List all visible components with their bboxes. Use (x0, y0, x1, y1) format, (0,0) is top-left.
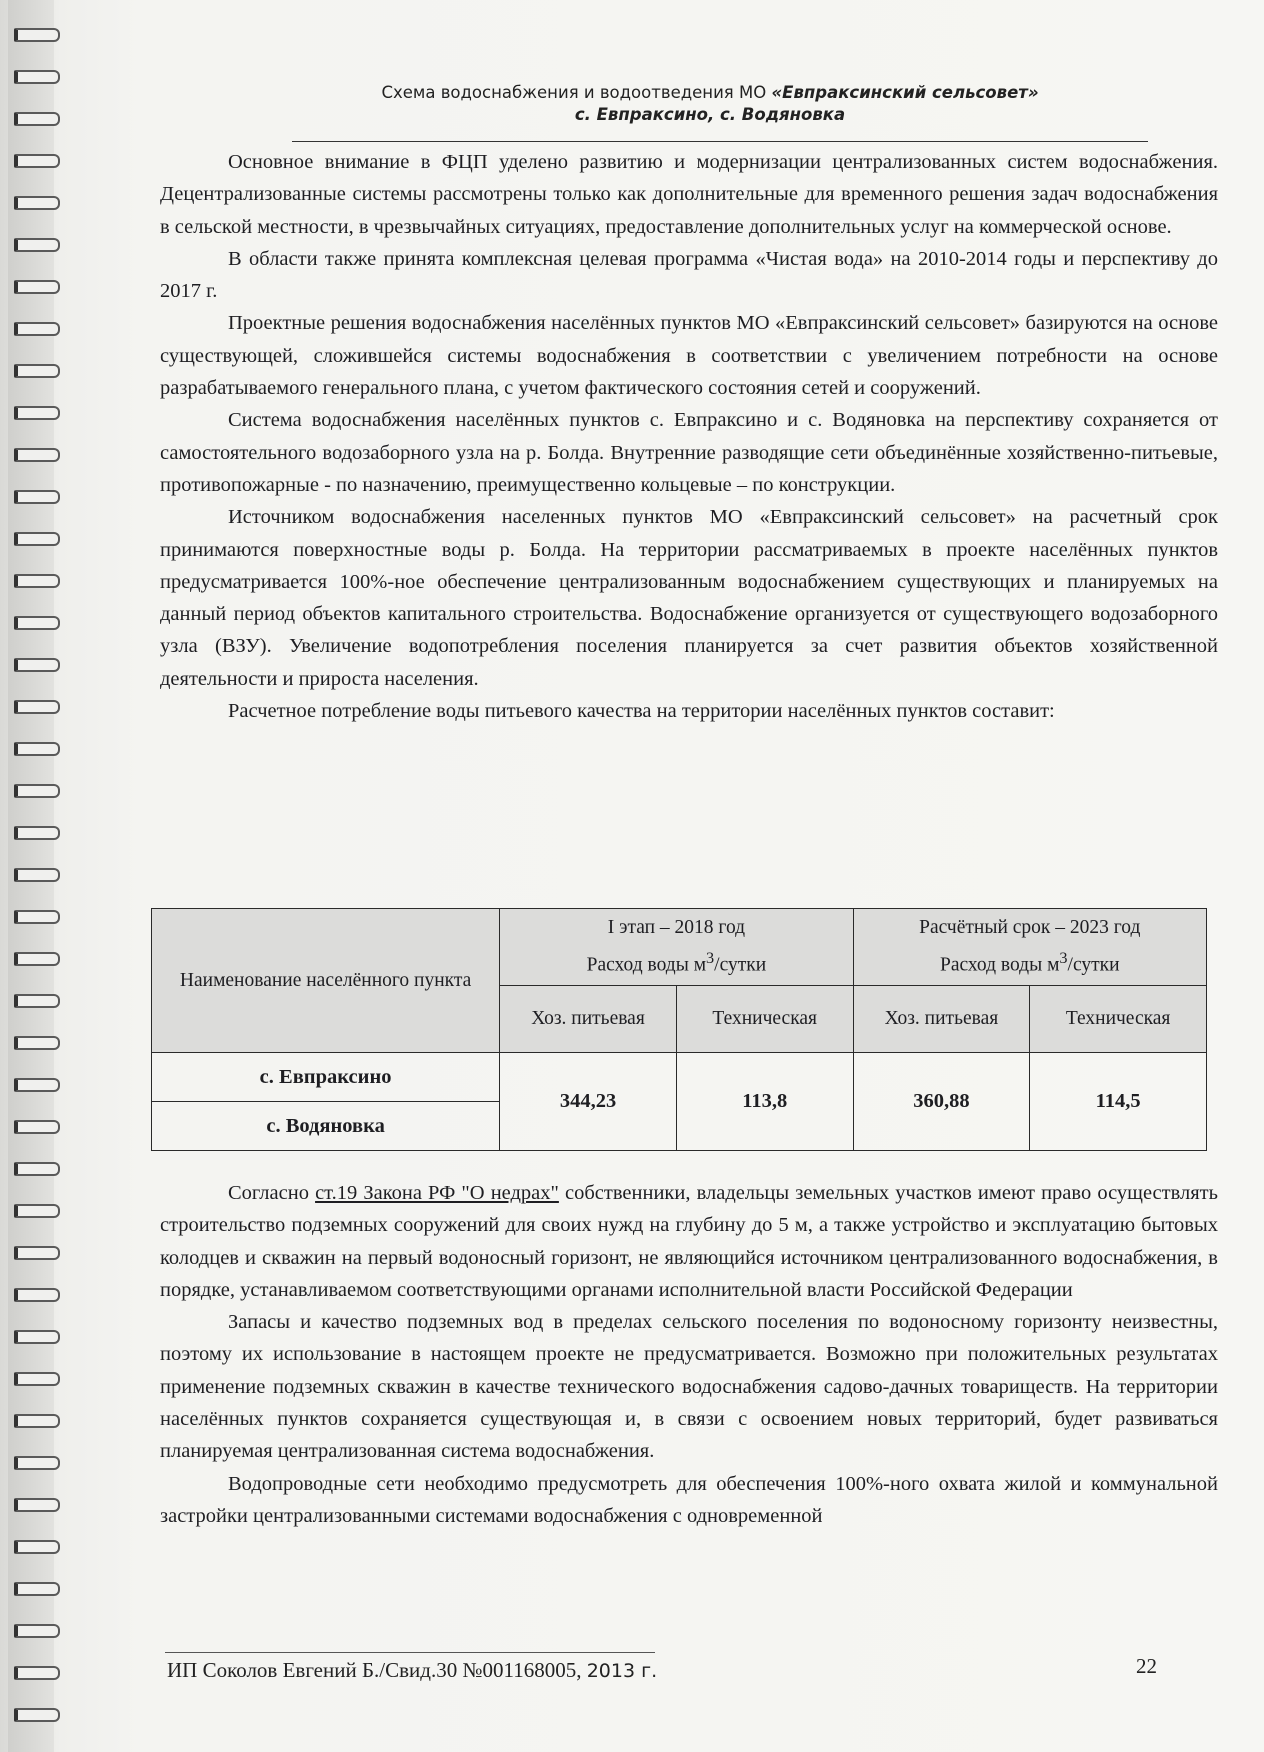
row-evpraksino: с. Евпраксино (152, 1053, 500, 1102)
binding-ring (14, 112, 60, 126)
binding-ring (14, 742, 60, 756)
binding-ring (14, 994, 60, 1008)
binding-ring (14, 532, 60, 546)
binding-ring (14, 1120, 60, 1134)
running-header (260, 82, 1160, 126)
binding-ring (14, 1498, 60, 1512)
paragraph: Проектные решения водоснабжения населённых пунктов МО «Евпраксинский сельсовет» базируются на основе существующей, сложившейся системы водоснабжения в соответствии с увеличением потребности на основе разрабатываемого генерального плана, с учетом фактического состояния сетей и сооружений. (160, 312, 1218, 400)
footer-author-text: ИП Соколов Евгений Б./Свид.30 №001168005, (167, 1658, 582, 1682)
binding-ring (14, 154, 60, 168)
paragraph-law: Согласно ст.19 Закона РФ "О недрах" собственники, владельцы земельных участков имеют право осуществлять строительство подземных сооружений для своих нужд на глубину до 5 м, а также устройство и эксплуатацию бытовых колодцев и скважин на первый водоносный горизонт, не являющийся источником централизованного водоснабжения, в порядке, устанавливаемом соответствующими органами исполнительной власти Российской Федерации (160, 1182, 1218, 1301)
binding-ring (14, 238, 60, 252)
paragraph: Запасы и качество подземных вод в пределах сельского поселения по водоносному горизонту неизвестны, поэтому их использование в настоящем проекте не предусматривается. Возможно при положительных результатах применение подземных скважин в качестве технического водоснабжения садово-дачных товариществ. На территории населённых пунктов сохраняется существующая и, в связи с освоением новых территорий, будет развиваться планируемая централизованная система водоснабжения. (160, 1311, 1218, 1463)
value-household-2018: 344,23 (500, 1053, 677, 1151)
binding-ring (14, 1078, 60, 1092)
subheader-household-2018: Хоз. питьевая (500, 986, 677, 1053)
binding-ring (14, 322, 60, 336)
binding-ring (14, 28, 60, 42)
header-line-1 (260, 82, 1160, 104)
page-number: 22 (1136, 1654, 1157, 1678)
binding-ring (14, 1036, 60, 1050)
paragraph: Основное внимание в ФЦП уделено развитию и модернизации централизованных систем водоснабжения. Децентрализованные системы рассмотрены только как дополнительные для временного решения задач водоснабжения в сельской местности, в чрезвычайных ситуациях, предоставление дополнительных услуг на коммерческой основе. (160, 151, 1218, 238)
stage2-title: Расчётный срок – 2023 год (919, 917, 1141, 939)
spiral-binding (0, 0, 70, 1752)
binding-ring (14, 616, 60, 630)
header-title: Схема водоснабжения и водоотведения МО (381, 83, 772, 102)
row-vodyanovka: с. Водяновка (152, 1102, 500, 1151)
binding-ring (14, 364, 60, 378)
binding-ring (14, 1708, 60, 1722)
stage1-header (500, 909, 853, 986)
binding-ring (14, 1246, 60, 1260)
col-settlement-header: Наименование населённого пункта (152, 909, 500, 1053)
law-reference-link[interactable]: ст.19 Закона РФ "О недрах" (315, 1182, 559, 1204)
water-consumption-table (151, 908, 1207, 1151)
stage2-unit: Расход воды $м^3$/сутки (940, 949, 1120, 976)
binding-ring (14, 658, 60, 672)
paragraph: Расчетное потребление воды питьевого качества на территории населённых пунктов составит: (228, 700, 1055, 723)
value-technical-2023: 114,5 (1030, 1053, 1207, 1151)
binding-ring (14, 448, 60, 462)
header-divider (292, 141, 1148, 142)
binding-ring (14, 574, 60, 588)
binding-ring (14, 406, 60, 420)
binding-ring (14, 910, 60, 924)
body-text-bottom (160, 1177, 1218, 1532)
paragraph: В области также принята комплексная целевая программа «Чистая вода» на 2010-2014 годы и перспективу до 2017 г. (160, 247, 1218, 303)
footer-divider (165, 1652, 655, 1653)
binding-ring (14, 700, 60, 714)
binding-ring (14, 196, 60, 210)
footer-year: 2013 г. (586, 1660, 658, 1682)
binding-ring (14, 868, 60, 882)
subheader-technical-2018: Техническая (676, 986, 853, 1053)
paragraph: Система водоснабжения населённых пунктов с. Евпраксино и с. Водяновка на перспективу сохраняется от самостоятельного водозаборного узла на р. Болда. Внутренние разводящие сети объединённые хозяйственно-питьевые, противопожарные - по назначению, преимущественно кольцевые – по конструкции. (160, 409, 1218, 496)
binding-ring (14, 1204, 60, 1218)
value-technical-2018: 113,8 (676, 1053, 853, 1151)
binding-ring (14, 826, 60, 840)
binding-ring (14, 1162, 60, 1176)
binding-ring (14, 1540, 60, 1554)
binding-ring (14, 280, 60, 294)
stage2-header (853, 909, 1206, 986)
subheader-technical-2023: Техническая (1030, 986, 1207, 1053)
binding-ring (14, 1456, 60, 1470)
stage1-unit: Расход воды $м^3$/сутки (586, 949, 767, 976)
binding-ring (14, 1624, 60, 1638)
binding-ring (14, 1414, 60, 1428)
subheader-household-2023: Хоз. питьевая (853, 986, 1030, 1053)
body-text-top (160, 146, 1218, 727)
binding-ring (14, 1582, 60, 1596)
footer-author (167, 1658, 657, 1683)
binding-ring (14, 1330, 60, 1344)
paragraph: Водопроводные сети необходимо предусмотреть для обеспечения 100%-ного охвата жилой и коммунальной застройки централизованными системами водоснабжения с одновременной (160, 1472, 1218, 1527)
binding-ring (14, 1372, 60, 1386)
binding-ring (14, 1666, 60, 1680)
paragraph: Источником водоснабжения населенных пунктов МО «Евпраксинский сельсовет» на расчетный срок принимаются поверхностные воды р. Болда. На территории рассматриваемых в проекте населённых пунктов предусматривается 100%-ное обеспечение централизованным водоснабжением существующих и планируемых на данный период объектов капитального строительства. Водоснабжение организуется от существующего водозаборного узла (ВЗУ). Увеличение водопотребления поселения планируется за счет развития объектов хозяйственной деятельности и прироста населения. (160, 506, 1218, 690)
value-household-2023: 360,88 (853, 1053, 1030, 1151)
binding-ring (14, 490, 60, 504)
binding-ring (14, 952, 60, 966)
header-villages: с. Евпраксино, с. Водяновка (574, 105, 846, 124)
binding-ring (14, 784, 60, 798)
binding-ring (14, 70, 60, 84)
header-municipality: «Евпраксинский сельсовет» (771, 83, 1039, 102)
stage1-title: I этап – 2018 год (607, 917, 746, 939)
binding-ring (14, 1288, 60, 1302)
